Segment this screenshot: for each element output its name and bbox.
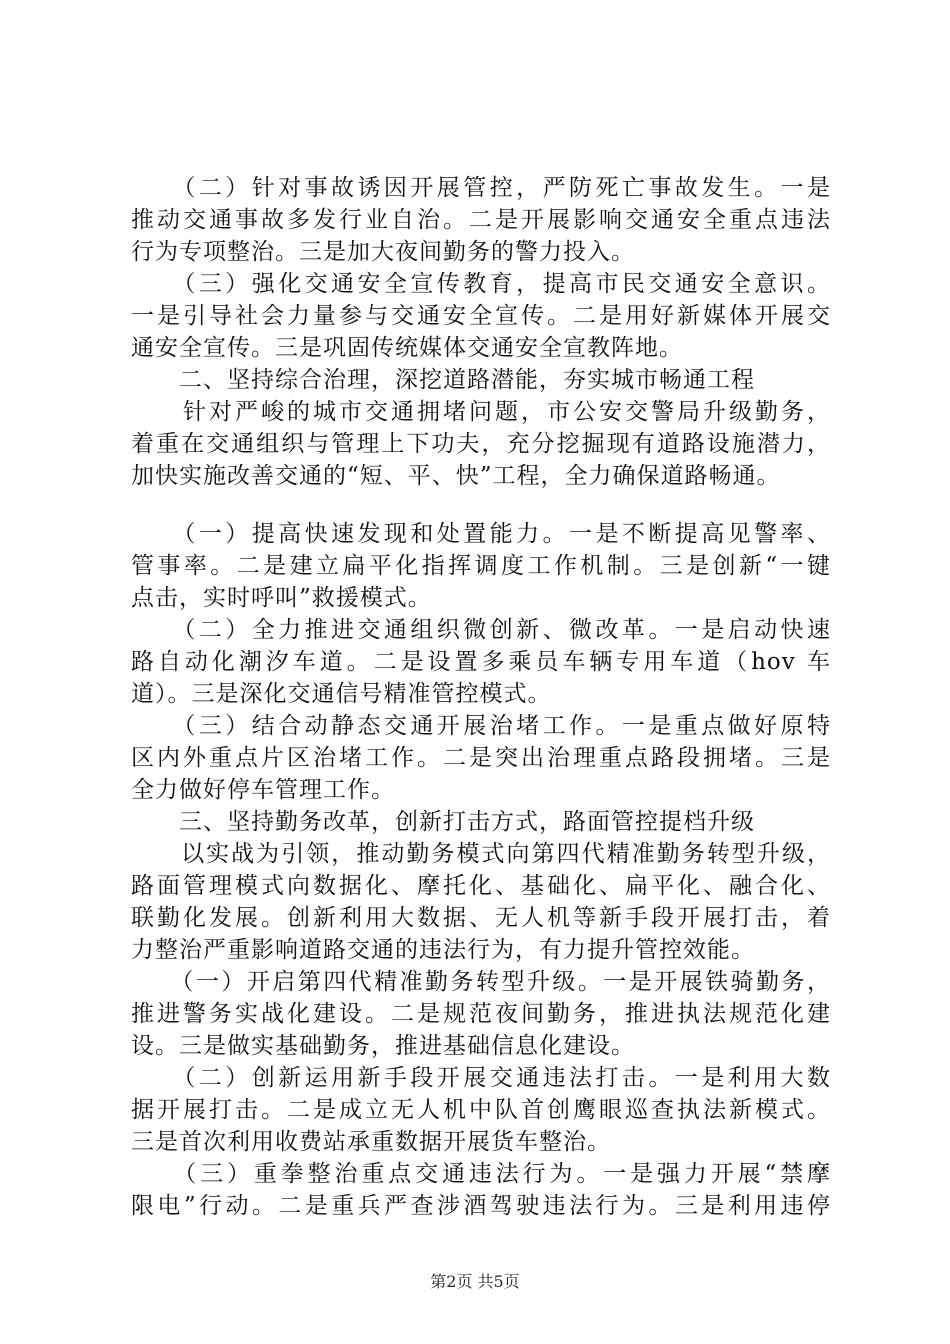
- text-line: 管事率。二是建立扁平化指挥调度工作机制。三是创新“一键: [131, 553, 831, 579]
- text-line: 针对严峻的城市交通拥堵问题，市公安交警局升级勤务，: [131, 399, 831, 425]
- text-line: （三）结合动静态交通开展治堵工作。一是重点做好原特: [131, 713, 831, 739]
- text-line: 联勤化发展。创新利用大数据、无人机等新手段开展打击，着: [131, 905, 831, 931]
- page-footer: 第2页 共5页: [430, 1272, 520, 1291]
- document-body: [131, 172, 831, 1222]
- text-line: 加快实施改善交通的“短、平、快”工程，全力确保道路畅通。: [131, 463, 781, 489]
- text-line: 行为专项整治。三是加大夜间勤务的警力投入。: [131, 239, 635, 265]
- text-line: 推进警务实战化建设。二是规范夜间勤务，推进执法规范化建: [131, 1001, 831, 1027]
- text-line: 一是引导社会力量参与交通安全宣传。二是用好新媒体开展交: [131, 303, 831, 329]
- text-line: （二）创新运用新手段开展交通违法打击。一是利用大数: [131, 1065, 831, 1091]
- text-line: 路自动化潮汐车道。二是设置多乘员车辆专用车道（hov 车: [131, 649, 831, 675]
- text-line: （一）开启第四代精准勤务转型升级。一是开展铁骑勤务，: [131, 969, 831, 995]
- text-line: 通安全宣传。三是巩固传统媒体交通安全宣教阵地。: [131, 335, 683, 361]
- text-line: 区内外重点片区治堵工作。二是突出治理重点路段拥堵。三是: [131, 745, 831, 771]
- text-line: 设。三是做实基础勤务，推进基础信息化建设。: [131, 1033, 635, 1059]
- text-line: 点击，实时呼叫”救援模式。: [131, 585, 432, 611]
- text-line: 力整治严重影响道路交通的违法行为，有力提升管控效能。: [131, 937, 755, 963]
- text-line: 以实战为引领，推动勤务模式向第四代精准勤务转型升级，: [131, 841, 831, 867]
- text-line: 全力做好停车管理工作。: [131, 777, 395, 803]
- text-line: 道）。三是深化交通信号精准管控模式。: [131, 681, 552, 707]
- text-line: （三）重拳整治重点交通违法行为。一是强力开展“禁摩: [131, 1161, 831, 1187]
- text-line: 三是首次利用收费站承重数据开展货车整治。: [131, 1129, 611, 1155]
- text-line: 二、坚持综合治理，深挖道路潜能，夯实城市畅通工程: [131, 367, 755, 393]
- text-line: 限电”行动。二是重兵严查涉酒驾驶违法行为。三是利用违停: [131, 1193, 831, 1219]
- paragraph-gap: [131, 492, 831, 518]
- text-line: 推动交通事故多发行业自治。二是开展影响交通安全重点违法: [131, 207, 831, 233]
- text-line: （一）提高快速发现和处置能力。一是不断提高见警率、: [131, 521, 831, 547]
- text-line: （二）针对事故诱因开展管控，严防死亡事故发生。一是: [131, 175, 831, 201]
- text-line: （三）强化交通安全宣传教育，提高市民交通安全意识。: [131, 271, 831, 297]
- text-line: 着重在交通组织与管理上下功夫，充分挖掘现有道路设施潜力，: [131, 431, 831, 457]
- text-line: 三、坚持勤务改革，创新打击方式，路面管控提档升级: [131, 809, 755, 835]
- text-line: 路面管理模式向数据化、摩托化、基础化、扁平化、融合化、: [131, 873, 831, 899]
- text-line: 据开展打击。二是成立无人机中队首创鹰眼巡查执法新模式。: [131, 1097, 831, 1123]
- text-line: （二）全力推进交通组织微创新、微改革。一是启动快速: [131, 617, 831, 643]
